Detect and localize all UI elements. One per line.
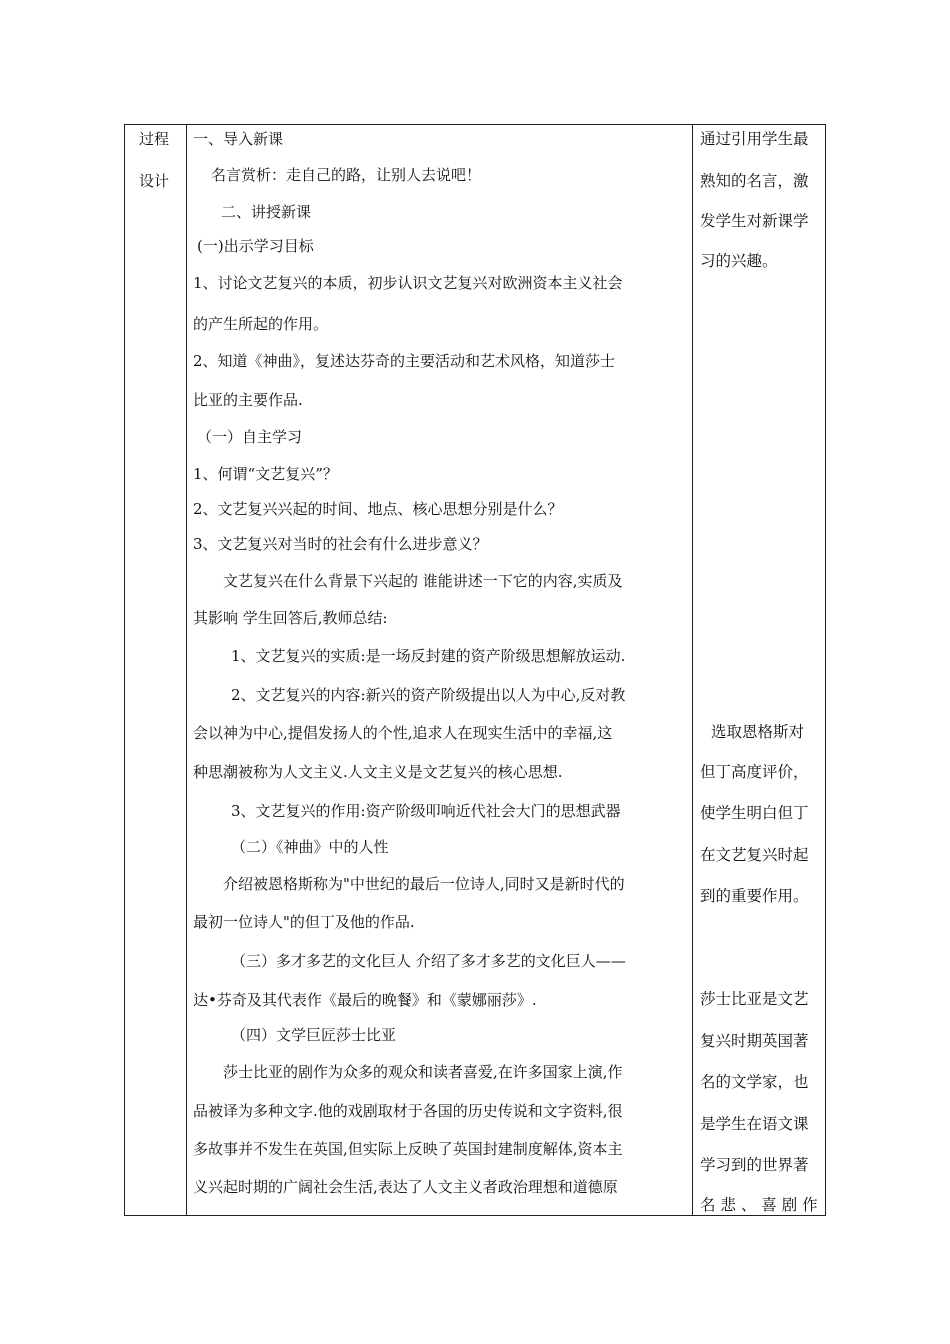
note-line: 名 悲 、 喜 剧 作 <box>700 1196 818 1214</box>
content-line: 介绍被恩格斯称为"中世纪的最后一位诗人,同时又是新时代的 <box>223 875 625 893</box>
content-line: 种思潮被称为人文主义.人文主义是文艺复兴的核心思想. <box>193 763 563 781</box>
note-line: 莎士比亚是文艺 <box>700 990 809 1008</box>
lesson-table <box>124 124 826 1216</box>
content-line: （二）《神曲》中的人性 <box>231 838 389 856</box>
content-line: 其影响 学生回答后,教师总结: <box>193 609 388 627</box>
note-line: 通过引用学生最 <box>700 130 809 148</box>
note-line: 在文艺复兴时起 <box>700 846 809 864</box>
content-line: 达•芬奇及其代表作《最后的晚餐》和《蒙娜丽莎》. <box>193 991 537 1009</box>
note-line: 学习到的世界著 <box>700 1156 809 1174</box>
note-line: 选取恩格斯对 <box>711 723 805 741</box>
content-line: 品被译为多种文字.他的戏剧取材于各国的历史传说和文字资料,很 <box>193 1102 623 1120</box>
content-line: 的产生所起的作用。 <box>193 315 329 333</box>
content-line: 文艺复兴在什么背景下兴起的 谁能讲述一下它的内容,实质及 <box>223 572 623 590</box>
content-line: 比亚的主要作品. <box>193 391 303 409</box>
content-line: 2、文艺复兴兴起的时间、地点、核心思想分别是什么？ <box>193 500 563 518</box>
content-line: 3、文艺复兴的作用:资产阶级叩响近代社会大门的思想武器 <box>231 802 621 820</box>
content-line: 2、知道《神曲》，复述达芬奇的主要活动和艺术风格，知道莎士 <box>193 352 616 370</box>
content-line: 1、文艺复兴的实质:是一场反封建的资产阶级思想解放运动. <box>231 647 626 665</box>
content-line: 多故事并不发生在英国,但实际上反映了英国封建制度解体,资本主 <box>193 1140 623 1158</box>
note-line: 习的兴趣。 <box>700 252 778 270</box>
note-line: 发学生对新课学 <box>700 212 809 230</box>
label-line: 过程 <box>139 130 170 148</box>
content-line: 1、何谓“文艺复兴”？ <box>193 465 338 483</box>
content-line: 2、文艺复兴的内容:新兴的资产阶级提出以人为中心,反对教 <box>231 686 626 704</box>
content-line: 义兴起时期的广阔社会生活,表达了人文主义者政治理想和道德原 <box>193 1178 618 1196</box>
content-line: 名言赏析：走自己的路，让别人去说吧！ <box>211 166 482 184</box>
content-line: 莎士比亚的剧作为众多的观众和读者喜爱,在许多国家上演,作 <box>223 1063 623 1081</box>
note-line: 但丁高度评价， <box>700 763 809 781</box>
note-line: 熟知的名言，激 <box>700 172 809 190</box>
note-line: 是学生在语文课 <box>700 1115 809 1133</box>
content-line: 最初一位诗人"的但丁及他的作品. <box>193 913 415 931</box>
content-line: （四）文学巨匠莎士比亚 <box>231 1026 397 1044</box>
content-line: 1、讨论文艺复兴的本质，初步认识文艺复兴对欧洲资本主义社会 <box>193 274 623 292</box>
note-line: 到的重要作用。 <box>700 887 809 905</box>
content-line: 一、导入新课 <box>193 130 284 148</box>
label-line: 设计 <box>139 172 170 190</box>
column-divider <box>692 125 693 1215</box>
note-line: 复兴时期英国著 <box>700 1032 809 1050</box>
content-line: 3、文艺复兴对当时的社会有什么进步意义？ <box>193 535 488 553</box>
note-line: 名的文学家，也 <box>700 1073 809 1091</box>
content-line: （一）自主学习 <box>197 428 303 446</box>
content-line: 会以神为中心,提倡发扬人的个性,追求人在现实生活中的幸福,这 <box>193 724 613 742</box>
content-line: （三）多才多艺的文化巨人 介绍了多才多艺的文化巨人—— <box>231 952 626 970</box>
column-divider <box>186 125 187 1215</box>
content-line: (一)出示学习目标 <box>197 237 314 255</box>
content-line: 二、讲授新课 <box>221 203 312 221</box>
note-line: 使学生明白但丁 <box>700 804 809 822</box>
